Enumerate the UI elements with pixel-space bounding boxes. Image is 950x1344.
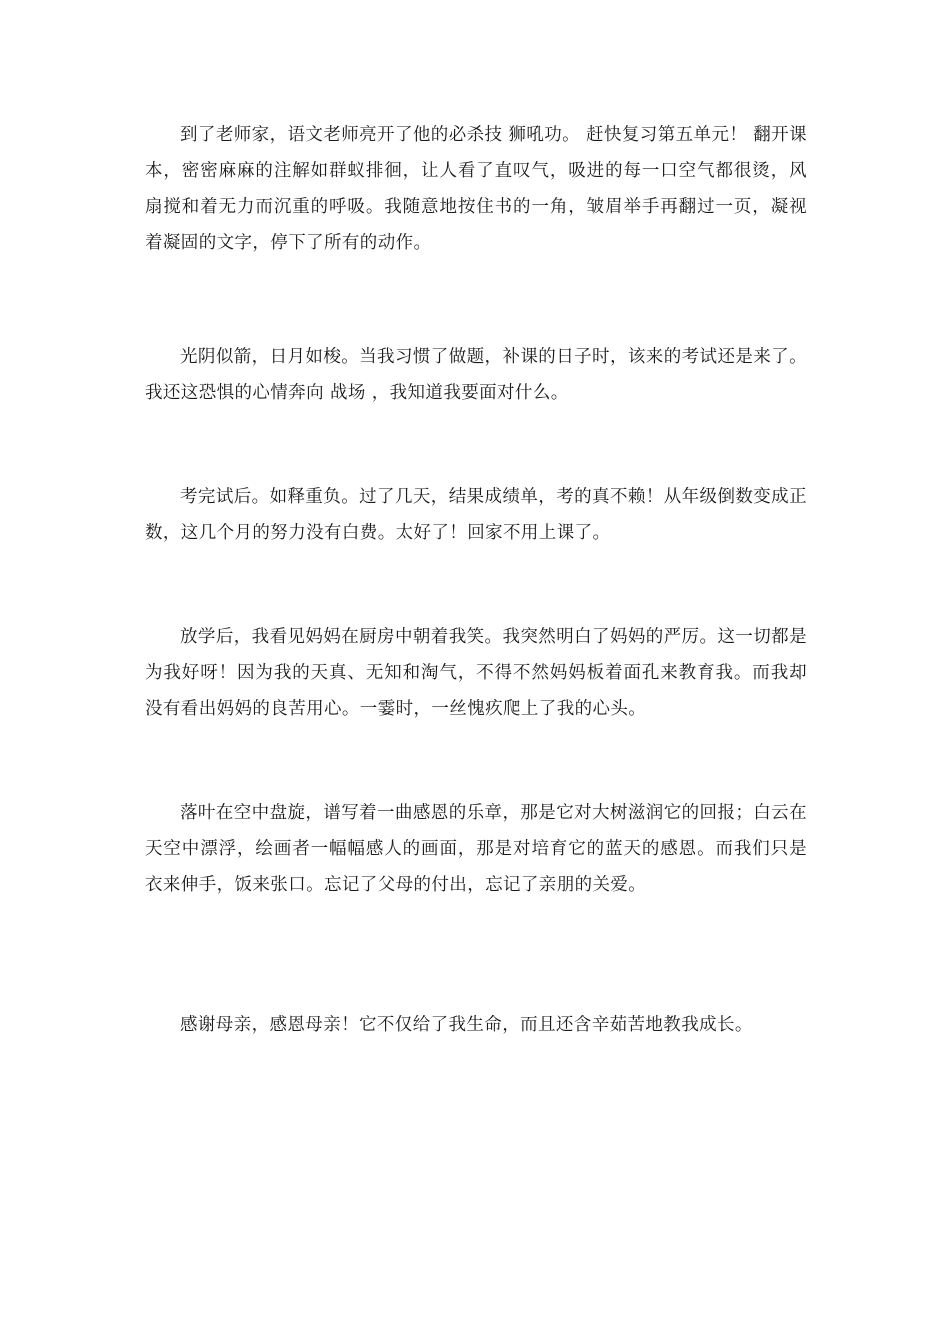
- paragraph-4: 放学后，我看见妈妈在厨房中朝着我笑。我突然明白了妈妈的严厉。这一切都是为我好呀！因为我的天真、无知和淘气，不得不然妈妈板着面孔来教育我。而我却没有看出妈妈的良苦用心。一霎时，一丝愧疚爬上了我的心头。: [145, 627, 807, 719]
- paragraph-3: 考完试后。如释重负。过了几天，结果成绩单，考的真不赖！从年级倒数变成正数，这几个月的努力没有白费。太好了！回家不用上课了。: [145, 487, 807, 543]
- paragraph-1: 到了老师家，语文老师亮开了他的必杀技 狮吼功。 赶快复习第五单元！ 翻开课本，密密麻麻的注解如群蚁排徊，让人看了直叹气，吸进的每一口空气都很烫，风扇搅和着无力而沉重的呼吸。我随意地按住书的一角，皱眉举手再翻过一页，凝视着凝固的文字，停下了所有的动作。: [145, 125, 807, 253]
- paragraph-6: 感谢母亲，感恩母亲！它不仅给了我生命，而且还含辛茹苦地教我成长。: [180, 1015, 753, 1035]
- paragraph-2: 光阴似箭，日月如梭。当我习惯了做题，补课的日子时，该来的考试还是来了。我还这恐惧的心情奔向 战场 ，我知道我要面对什么。: [145, 347, 807, 403]
- paragraph-5: 落叶在空中盘旋，谱写着一曲感恩的乐章，那是它对大树滋润它的回报；白云在天空中漂浮，绘画者一幅幅感人的画面，那是对培育它的蓝天的感恩。而我们只是衣来伸手，饭来张口。忘记了父母的付出，忘记了亲朋的关爱。: [145, 803, 807, 895]
